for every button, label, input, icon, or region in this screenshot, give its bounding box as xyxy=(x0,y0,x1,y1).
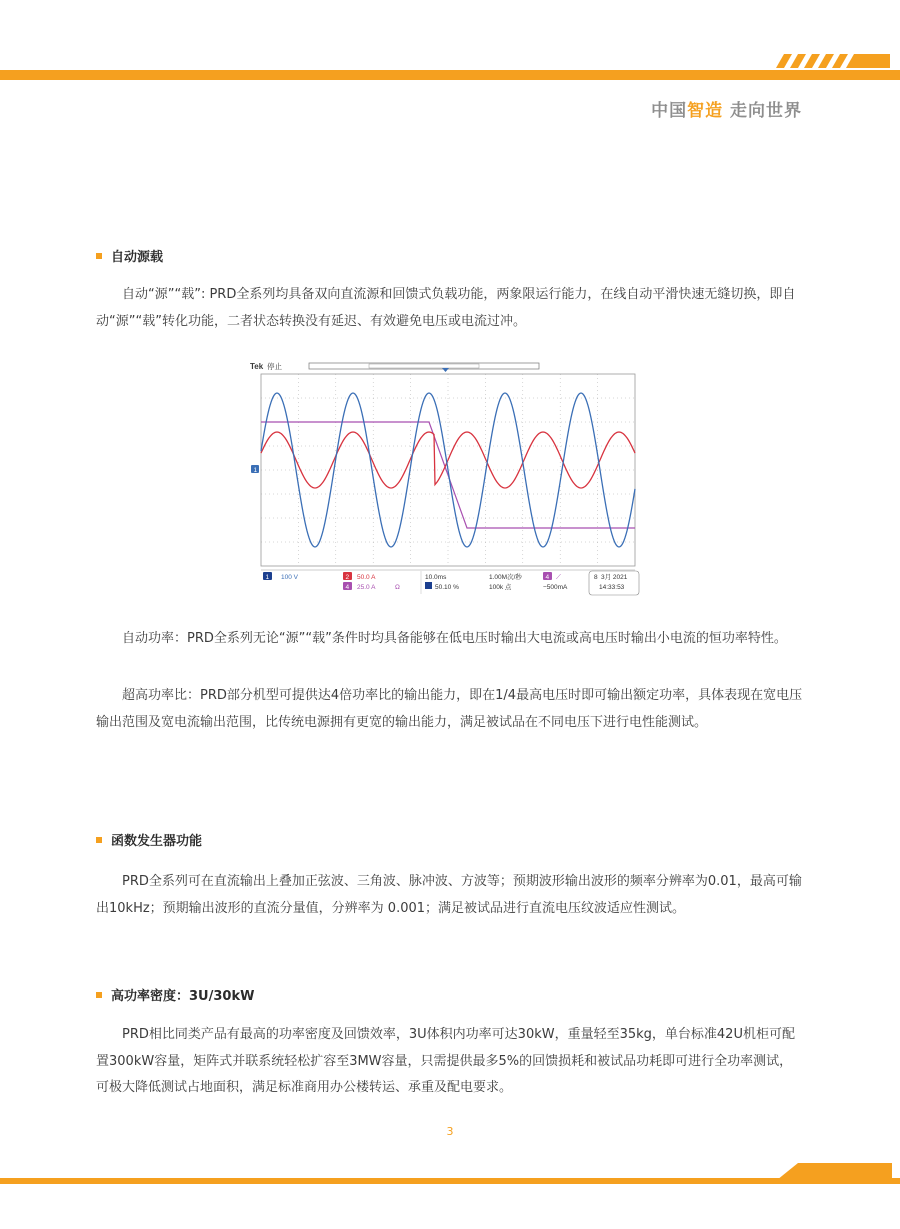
scope-trigger-pos: 50.10 % xyxy=(435,584,459,591)
paragraph-auto-power: 自动功率：PRD全系列无论“源”“载”条件时均具备能够在低电压时输出大电流或高电压时输出小电流的恒功率特性。 xyxy=(122,631,787,646)
svg-text:1: 1 xyxy=(253,467,258,474)
scope-date: 3月 2021 xyxy=(601,574,628,581)
section-title-function-generator: 函数发生器功能 xyxy=(96,830,202,849)
bullet-square-icon xyxy=(96,992,102,998)
bullet-square-icon xyxy=(96,253,102,259)
paragraph-power-ratio: 超高功率比：PRD部分机型可提供达4倍功率比的输出能力，即在1/4最高电压时即可输出额定功率，具体表现在宽电压输出范围及宽电流输出范围，比传统电源拥有更宽的输出能力，满足被试品在不同电压下进行电性能测试。 xyxy=(96,688,803,730)
svg-text:1: 1 xyxy=(265,574,270,581)
scope-time: 14:33:53 xyxy=(599,584,625,591)
scope-brand: Tek xyxy=(250,362,264,371)
paragraph-auto-source-load: 自动“源”“载”: PRD全系列均具备双向直流源和回馈式负载功能，两象限运行能力，在线自动平滑快速无缝切换，即自动“源”“载”转化功能，二者状态转换没有延迟、有效避免电压或电流过冲。 xyxy=(96,287,796,329)
section-title-auto-source-load: 自动源载 xyxy=(96,246,163,265)
section-title-power-density: 高功率密度：3U/30kW xyxy=(96,985,254,1004)
header-slogan: 中国智造 走向世界 xyxy=(651,101,802,121)
scope-ch4-scale: 25.0 A xyxy=(357,584,376,591)
svg-text:4: 4 xyxy=(345,584,350,591)
footer-accent-shape-icon xyxy=(772,1163,892,1184)
scope-timebase: 10.0ms xyxy=(425,574,447,581)
scope-ch1-scale: 100 V xyxy=(281,574,298,581)
scope-ch2-scale: 50.0 A xyxy=(357,574,376,581)
page-number: 3 xyxy=(446,1125,454,1138)
header-stripes-icon xyxy=(770,54,890,68)
paragraph-function-generator: PRD全系列可在直流输出上叠加正弦波、三角波、脉冲波、方波等；预期波形输出波形的频率分辨率为0.01，最高可输出10kHz；预期输出波形的直流分量值，分辨率为 0.001；满足被试品进行直流电压纹波适应性测试。 xyxy=(96,874,802,916)
scope-record-length: 100k 点 xyxy=(489,584,512,591)
svg-text:⟋: ⟋ xyxy=(556,574,561,581)
svg-text:2: 2 xyxy=(345,574,350,581)
footer-accent-bar xyxy=(0,1178,900,1184)
scope-date-day: 8 xyxy=(594,574,598,581)
paragraph-power-density: PRD相比同类产品有最高的功率密度及回馈效率，3U体积内功率可达30kW，重量轻至35kg，单台标准42U机柜可配置300kW容量，矩阵式并联系统轻松扩容至3MW容量，只需提供最多5%的回馈损耗和被试品功耗即可进行全功率测试，可极大降低测试占地面积，满足标准商用办公楼转运、承重及配电要求。 xyxy=(96,1027,795,1095)
svg-text:4: 4 xyxy=(545,574,550,581)
bullet-square-icon xyxy=(96,837,102,843)
scope-trigger-level: −500mA xyxy=(543,584,568,591)
scope-status: 停止 xyxy=(267,362,282,371)
scope-ch4-extra: Ω xyxy=(395,584,400,591)
oscilloscope-screenshot xyxy=(249,358,647,598)
header-accent-bar xyxy=(0,70,900,80)
scope-sample-rate: 1.00M次/秒 xyxy=(489,574,522,581)
